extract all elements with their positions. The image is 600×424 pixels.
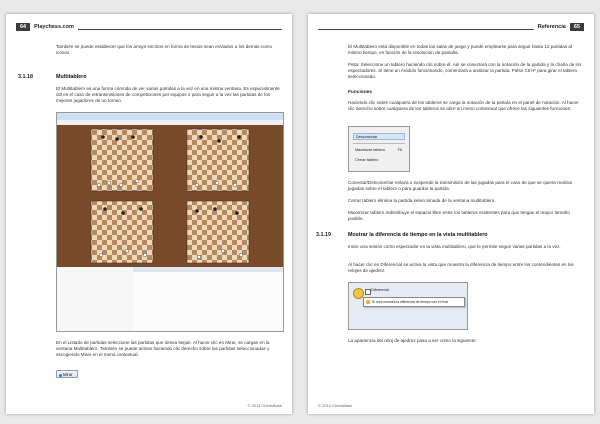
watch-icon [59, 374, 62, 377]
availability-paragraph: El Multitablero está disponible en todas las salas de juego y puede emplearse para seguir hasta 12 partidas al mismo tiempo, en función de la resolución de pantalla. [348, 44, 572, 56]
differential-screenshot [348, 282, 468, 330]
header-title: Referencia [537, 23, 566, 30]
differential-tooltip [363, 297, 465, 307]
intro-paragraph: También se puede establecer que los arrays escritos en forma de textos sean enviados a los demás como iconos. [56, 44, 273, 56]
functions-heading: Funciones [348, 90, 372, 95]
section-number: 3.1.18 [18, 74, 33, 80]
menu-item-maximize-label: Maximizar tablero [355, 148, 385, 152]
functions-paragraph: Haciendo clic sobre cualquiera de los tableros se carga la notación de la partida en el panel de notación. Al hacer clic derecho sobre cualquiera de los tableros se abre un menú contextual que ofrece las siguientes funciones: [348, 100, 579, 112]
tip-paragraph: Pista: Seleccione un tablero haciendo clic sobre él. Así se conectará con la notación de la partida y la charla de los espectadores. Si tiene un módulo funcionando, comenzará a analizar la partida. Pulse Ctrl-F para girar el tablero seleccionado. [348, 62, 582, 80]
left-header [16, 22, 282, 31]
watch-button-label: Mirar [63, 372, 73, 377]
chessboards-grid [57, 125, 283, 267]
maximize-paragraph: Maximizar tablero redistribuye el espacio libre entre los tableros existentes para que tengan el mayor tamaño posible. [348, 210, 570, 222]
clock-appearance-paragraph: La apariencia del reloj de ajedrez pasa a ser como la siguiente: [348, 338, 477, 343]
left-page [6, 14, 292, 414]
context-menu-screenshot [348, 126, 410, 172]
close-board-paragraph: Cerrar tablero elimina la partida seleccionada de la ventana multitablero. [348, 198, 496, 203]
right-header [318, 22, 584, 31]
right-page [308, 14, 594, 414]
menu-item-close[interactable]: Cerrar tablero [355, 158, 379, 162]
header-title: Playchess.com [34, 23, 74, 30]
game-list-panel [133, 267, 283, 331]
multiboard-paragraph: El Multitablero es una forma cómoda de ver varias partidas a la vez en una misma ventana. Es especialmente útil en el caso de retransmisiones de competiciones por equipos o para seguir a la vez las partidas de los mejores jugadores de un torneo. [56, 86, 280, 104]
notation-panel [57, 267, 134, 331]
section-title: Multitablero [56, 74, 87, 80]
tooltip-text: El reloj muestra la diferencia de tiempo con el rival [372, 299, 448, 304]
game-list-paragraph: En el Listado de partidas seleccione las partidas que desea seguir. Al hacer clic en Mirar, se cargan en la ventana Multitablero. También se puede activar haciendo clic derecho sobre las partidas seleccionadas y escogiendo Mirar en el menú contextual. [56, 340, 270, 358]
section-title: Mostrar la diferencia de tiempo en la vista multitablero [348, 232, 488, 238]
disconnect-paragraph: Conectar/Desconectar enlaza o suspende la transmisión de las jugadas para el caso de que se quiera realizar jugadas sobre el tablero o para guardar la partida. [348, 180, 573, 192]
footer: © 2014 ChessBase [318, 403, 353, 408]
watch-button[interactable] [56, 370, 78, 378]
page-number: 65 [570, 23, 584, 31]
menu-item-maximize[interactable] [353, 147, 405, 154]
menu-item-disconnect[interactable]: Desconectar [353, 133, 405, 140]
spectator-paragraph: Inicie una sesión como espectador en la vista multitablero, que le permite seguir varias partidas a la vez. [348, 244, 561, 249]
page-number: 64 [16, 23, 30, 31]
multiboard-screenshot [56, 112, 284, 332]
differential-paragraph: Al hacer clic en Diferencial se activa la vista que muestra la diferencia de tiempo entre los contendientes en los relojes de ajedrez. [348, 262, 574, 274]
differential-label: Diferencial [371, 288, 389, 292]
footer: © 2014 ChessBase [247, 403, 282, 408]
tooltip-icon [366, 300, 370, 304]
section-number: 3.1.19 [316, 232, 331, 238]
menu-shortcut: F6 [397, 148, 402, 152]
